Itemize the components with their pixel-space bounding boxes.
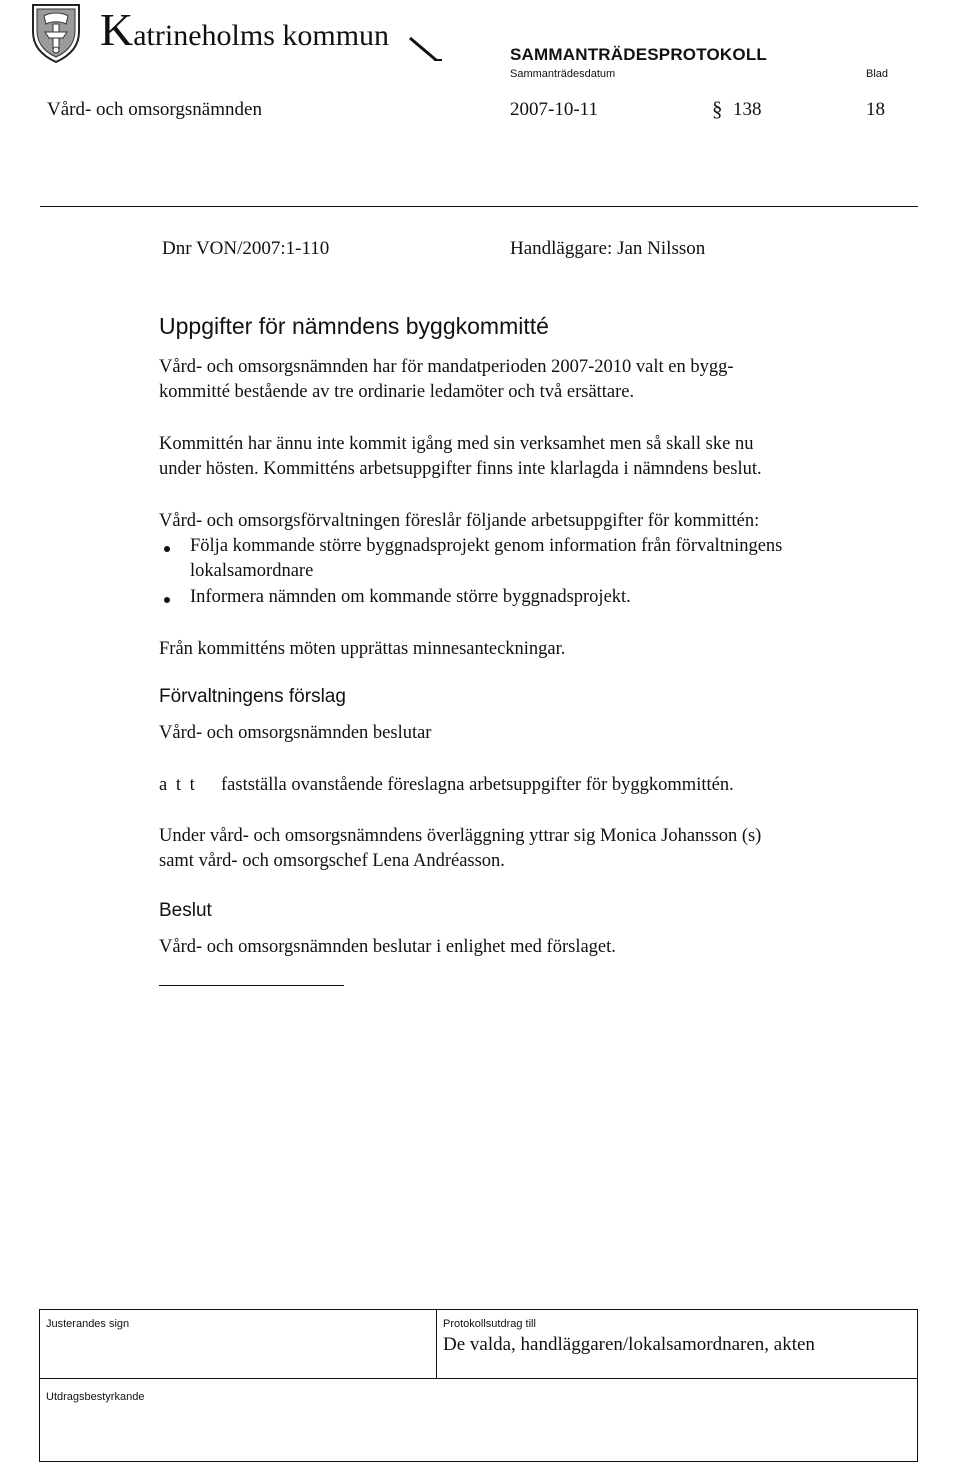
extract-recipients-label: Protokollsutdrag till — [443, 1318, 536, 1330]
case-handler: Handläggare: Jan Nilsson — [510, 238, 706, 259]
paragraph-sign-icon: § — [712, 97, 723, 121]
intro-paragraph-line-1: Vård- och omsorgsnämnden har för mandatperioden 2007-2010 valt en bygg- — [159, 357, 734, 377]
committee-name: Vård- och omsorgsnämnden — [47, 99, 262, 120]
paragraph-number: 138 — [733, 99, 762, 120]
extract-recipients: De valda, handläggaren/lokalsamordnaren, akten — [443, 1334, 815, 1355]
extract-certification-label: Utdragsbestyrkande — [46, 1391, 145, 1403]
section-title: Uppgifter för nämndens byggkommitté — [159, 313, 549, 339]
meeting-date: 2007-10-11 — [510, 99, 598, 120]
intro-paragraph-line-2: kommitté bestående av tre ordinarie ledamöter och två ersättare. — [159, 382, 635, 402]
status-paragraph-line-2: under hösten. Kommitténs arbetsuppgifter finns inte klarlagda i nämndens beslut. — [159, 459, 762, 479]
decision-heading: Beslut — [159, 900, 212, 921]
administration-proposal-heading: Förvaltningens förslag — [159, 686, 346, 707]
header-divider — [40, 206, 918, 207]
org-name-rest: atrineholms kommun — [133, 19, 390, 52]
minutes-note: Från kommitténs möten upprättas minnesanteckningar. — [159, 639, 566, 659]
bullet-item-1-line-2: lokalsamordnare — [190, 561, 314, 581]
bullet-item-1-line-1: Följa kommande större byggnadsprojekt genom information från förvaltningens — [190, 536, 783, 556]
att-label: a t t — [159, 775, 197, 795]
att-clause: fastställa ovanstående föreslagna arbetsuppgifter för byggkommittén. — [221, 775, 734, 795]
deliberation-line-2: samt vård- och omsorgschef Lena Andréasson. — [159, 851, 505, 871]
proposal-intro: Vård- och omsorgsförvaltningen föreslår följande arbetsuppgifter för kommittén: — [159, 511, 760, 531]
org-name — [100, 4, 390, 56]
bullet-item-2-line-1: Informera nämnden om kommande större byggnadsprojekt. — [190, 587, 631, 607]
meeting-date-label: Sammanträdesdatum — [510, 68, 616, 80]
bullet-dot-icon — [164, 546, 170, 552]
signature-box-divider — [39, 1378, 918, 1379]
bullet-dot-icon — [164, 597, 170, 603]
page-label: Blad — [866, 68, 889, 80]
org-name-initial: K — [100, 4, 134, 55]
adjuster-signature-label: Justerandes sign — [46, 1318, 130, 1330]
deliberation-line-1: Under vård- och omsorgsnämndens överläggning yttrar sig Monica Johansson (s) — [159, 826, 762, 846]
administration-proposal-text: Vård- och omsorgsnämnden beslutar — [159, 723, 432, 743]
coat-of-arms-logo-icon — [30, 2, 82, 64]
case-number: Dnr VON/2007:1-110 — [162, 238, 330, 259]
closing-divider — [159, 985, 344, 986]
brand-underline — [0, 60, 420, 61]
signature-box-column-divider — [436, 1309, 437, 1378]
page-number: 18 — [866, 99, 885, 120]
document-type: SAMMANTRÄDESPROTOKOLL — [510, 45, 767, 64]
signature-box — [39, 1309, 918, 1462]
status-paragraph-line-1: Kommittén har ännu inte kommit igång med sin verksamhet men så skall ske nu — [159, 434, 754, 454]
decision-text: Vård- och omsorgsnämnden beslutar i enlighet med förslaget. — [159, 937, 616, 957]
